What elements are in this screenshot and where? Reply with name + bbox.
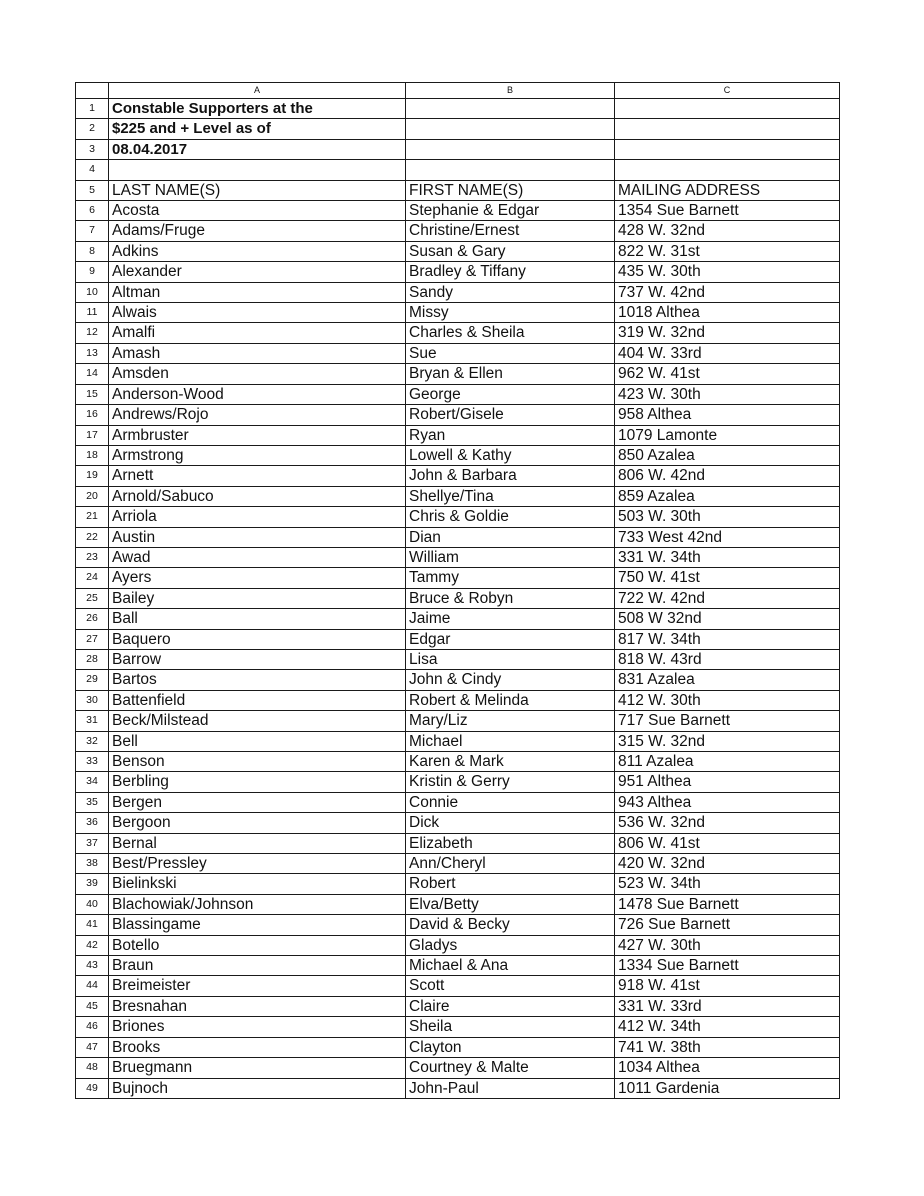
table-row (76, 731, 840, 751)
cell-mailing-address: 404 W. 33rd (615, 343, 840, 363)
cell-mailing-address: 420 W. 32nd (615, 854, 840, 874)
table-row (76, 323, 840, 343)
cell-first-name: John-Paul (406, 1078, 615, 1098)
cell-first-name: Gladys (406, 935, 615, 955)
row-number: 12 (76, 323, 109, 343)
cell-last-name: Beck/Milstead (109, 711, 406, 731)
row-number: 41 (76, 915, 109, 935)
cell-first-name: John & Barbara (406, 466, 615, 486)
cell-mailing-address: 951 Althea (615, 772, 840, 792)
cell-last-name: Best/Pressley (109, 854, 406, 874)
row-number: 10 (76, 282, 109, 302)
table-row (76, 466, 840, 486)
table-row (76, 343, 840, 363)
cell-first-name (406, 160, 615, 180)
row-number: 8 (76, 241, 109, 261)
table-row (76, 813, 840, 833)
table-row (76, 1078, 840, 1098)
cell-first-name: Lowell & Kathy (406, 445, 615, 465)
cell-last-name: Amalfi (109, 323, 406, 343)
cell-mailing-address: 806 W. 41st (615, 833, 840, 853)
table-row (76, 874, 840, 894)
cell-first-name: Susan & Gary (406, 241, 615, 261)
row-number: 3 (76, 139, 109, 159)
cell-first-name: Jaime (406, 609, 615, 629)
cell-last-name: Awad (109, 547, 406, 567)
cell-last-name: Arnold/Sabuco (109, 486, 406, 506)
table-row (76, 303, 840, 323)
cell-last-name: Acosta (109, 201, 406, 221)
cell-last-name: LAST NAME(S) (109, 180, 406, 200)
table-row (76, 180, 840, 200)
row-number: 22 (76, 527, 109, 547)
cell-last-name: Austin (109, 527, 406, 547)
row-number: 49 (76, 1078, 109, 1098)
cell-first-name: Tammy (406, 568, 615, 588)
cell-mailing-address: 1354 Sue Barnett (615, 201, 840, 221)
row-number: 34 (76, 772, 109, 792)
cell-mailing-address: 717 Sue Barnett (615, 711, 840, 731)
row-number: 16 (76, 405, 109, 425)
table-row (76, 547, 840, 567)
cell-first-name: Elizabeth (406, 833, 615, 853)
cell-first-name: Clayton (406, 1037, 615, 1057)
cell-last-name: Blachowiak/Johnson (109, 894, 406, 914)
cell-mailing-address: 523 W. 34th (615, 874, 840, 894)
cell-mailing-address: 737 W. 42nd (615, 282, 840, 302)
table-row (76, 609, 840, 629)
table-row (76, 568, 840, 588)
row-number: 37 (76, 833, 109, 853)
cell-first-name (406, 119, 615, 139)
table-row (76, 119, 840, 139)
cell-first-name: Elva/Betty (406, 894, 615, 914)
cell-first-name: Courtney & Malte (406, 1058, 615, 1078)
table-row (76, 221, 840, 241)
row-number: 23 (76, 547, 109, 567)
row-number: 32 (76, 731, 109, 751)
row-number: 9 (76, 262, 109, 282)
cell-last-name: Bergen (109, 792, 406, 812)
column-header-row (76, 83, 840, 99)
corner-cell (76, 83, 109, 99)
row-number: 27 (76, 629, 109, 649)
cell-first-name: Michael & Ana (406, 956, 615, 976)
cell-first-name: Ryan (406, 425, 615, 445)
cell-first-name: Dian (406, 527, 615, 547)
row-number: 11 (76, 303, 109, 323)
row-number: 4 (76, 160, 109, 180)
cell-first-name: William (406, 547, 615, 567)
cell-last-name: Bielinkski (109, 874, 406, 894)
cell-mailing-address: 1034 Althea (615, 1058, 840, 1078)
row-number: 6 (76, 201, 109, 221)
row-number: 21 (76, 507, 109, 527)
table-row (76, 690, 840, 710)
row-number: 33 (76, 752, 109, 772)
cell-first-name: Scott (406, 976, 615, 996)
cell-first-name: Dick (406, 813, 615, 833)
cell-mailing-address: 435 W. 30th (615, 262, 840, 282)
row-number: 14 (76, 364, 109, 384)
row-number: 48 (76, 1058, 109, 1078)
table-row (76, 935, 840, 955)
cell-first-name: Charles & Sheila (406, 323, 615, 343)
cell-mailing-address: 412 W. 34th (615, 1017, 840, 1037)
table-row (76, 425, 840, 445)
cell-first-name: Bryan & Ellen (406, 364, 615, 384)
cell-first-name: John & Cindy (406, 670, 615, 690)
row-number: 15 (76, 384, 109, 404)
cell-last-name: Bartos (109, 670, 406, 690)
cell-first-name: Robert & Melinda (406, 690, 615, 710)
cell-mailing-address: 1334 Sue Barnett (615, 956, 840, 976)
table-row (76, 507, 840, 527)
row-number: 28 (76, 649, 109, 669)
cell-last-name: Ayers (109, 568, 406, 588)
cell-last-name: Bernal (109, 833, 406, 853)
cell-mailing-address: 1011 Gardenia (615, 1078, 840, 1098)
cell-mailing-address: 741 W. 38th (615, 1037, 840, 1057)
cell-mailing-address (615, 99, 840, 119)
cell-mailing-address: 427 W. 30th (615, 935, 840, 955)
column-header-c: C (615, 83, 840, 99)
cell-last-name: Alwais (109, 303, 406, 323)
cell-mailing-address: 750 W. 41st (615, 568, 840, 588)
row-number: 36 (76, 813, 109, 833)
row-number: 46 (76, 1017, 109, 1037)
cell-last-name (109, 160, 406, 180)
table-row (76, 1058, 840, 1078)
row-number: 2 (76, 119, 109, 139)
cell-mailing-address: 726 Sue Barnett (615, 915, 840, 935)
cell-mailing-address: 423 W. 30th (615, 384, 840, 404)
row-number: 43 (76, 956, 109, 976)
cell-last-name: Briones (109, 1017, 406, 1037)
table-row (76, 364, 840, 384)
row-number: 7 (76, 221, 109, 241)
row-number: 26 (76, 609, 109, 629)
cell-mailing-address: 831 Azalea (615, 670, 840, 690)
cell-mailing-address: 508 W 32nd (615, 609, 840, 629)
table-row (76, 996, 840, 1016)
cell-mailing-address: 811 Azalea (615, 752, 840, 772)
cell-last-name: Berbling (109, 772, 406, 792)
cell-first-name: Karen & Mark (406, 752, 615, 772)
cell-mailing-address: 1478 Sue Barnett (615, 894, 840, 914)
column-header-a: A (109, 83, 406, 99)
table-row (76, 486, 840, 506)
cell-last-name: Botello (109, 935, 406, 955)
cell-mailing-address: 331 W. 33rd (615, 996, 840, 1016)
table-row (76, 792, 840, 812)
cell-first-name: George (406, 384, 615, 404)
cell-last-name: $225 and + Level as of (109, 119, 406, 139)
cell-first-name: Shellye/Tina (406, 486, 615, 506)
cell-mailing-address: 943 Althea (615, 792, 840, 812)
cell-last-name: Braun (109, 956, 406, 976)
row-number: 42 (76, 935, 109, 955)
cell-mailing-address: 1079 Lamonte (615, 425, 840, 445)
cell-last-name: Armstrong (109, 445, 406, 465)
cell-last-name: Bujnoch (109, 1078, 406, 1098)
cell-first-name: Stephanie & Edgar (406, 201, 615, 221)
table-row (76, 915, 840, 935)
cell-first-name: Edgar (406, 629, 615, 649)
column-header-b: B (406, 83, 615, 99)
cell-last-name: Breimeister (109, 976, 406, 996)
cell-last-name: Blassingame (109, 915, 406, 935)
sheet-body (76, 99, 840, 1099)
table-row (76, 527, 840, 547)
cell-last-name: Altman (109, 282, 406, 302)
table-row (76, 201, 840, 221)
row-number: 45 (76, 996, 109, 1016)
row-number: 29 (76, 670, 109, 690)
table-row (76, 99, 840, 119)
cell-first-name: Connie (406, 792, 615, 812)
cell-last-name: Amash (109, 343, 406, 363)
table-row (76, 445, 840, 465)
cell-mailing-address (615, 160, 840, 180)
cell-last-name: Baquero (109, 629, 406, 649)
cell-last-name: Adkins (109, 241, 406, 261)
cell-mailing-address (615, 139, 840, 159)
cell-first-name (406, 99, 615, 119)
cell-first-name: Christine/Ernest (406, 221, 615, 241)
cell-first-name: Robert (406, 874, 615, 894)
cell-mailing-address: 315 W. 32nd (615, 731, 840, 751)
row-number: 5 (76, 180, 109, 200)
table-row (76, 894, 840, 914)
cell-last-name: Bresnahan (109, 996, 406, 1016)
row-number: 44 (76, 976, 109, 996)
cell-first-name: Ann/Cheryl (406, 854, 615, 874)
cell-last-name: 08.04.2017 (109, 139, 406, 159)
cell-mailing-address: 1018 Althea (615, 303, 840, 323)
cell-mailing-address: 319 W. 32nd (615, 323, 840, 343)
cell-last-name: Adams/Fruge (109, 221, 406, 241)
cell-last-name: Andrews/Rojo (109, 405, 406, 425)
cell-first-name: Sheila (406, 1017, 615, 1037)
row-number: 19 (76, 466, 109, 486)
spreadsheet-table (75, 82, 840, 1099)
cell-mailing-address: 958 Althea (615, 405, 840, 425)
cell-mailing-address: 331 W. 34th (615, 547, 840, 567)
cell-first-name: Sue (406, 343, 615, 363)
row-number: 39 (76, 874, 109, 894)
cell-first-name: Bruce & Robyn (406, 588, 615, 608)
cell-first-name: Mary/Liz (406, 711, 615, 731)
cell-last-name: Bell (109, 731, 406, 751)
cell-last-name: Ball (109, 609, 406, 629)
cell-first-name: Sandy (406, 282, 615, 302)
cell-last-name: Armbruster (109, 425, 406, 445)
table-row (76, 854, 840, 874)
table-row (76, 976, 840, 996)
cell-mailing-address: 733 West 42nd (615, 527, 840, 547)
cell-first-name: Claire (406, 996, 615, 1016)
cell-first-name: Bradley & Tiffany (406, 262, 615, 282)
cell-last-name: Alexander (109, 262, 406, 282)
cell-mailing-address: MAILING ADDRESS (615, 180, 840, 200)
cell-mailing-address: 722 W. 42nd (615, 588, 840, 608)
cell-last-name: Arriola (109, 507, 406, 527)
cell-mailing-address: 962 W. 41st (615, 364, 840, 384)
row-number: 17 (76, 425, 109, 445)
cell-mailing-address: 503 W. 30th (615, 507, 840, 527)
cell-first-name: FIRST NAME(S) (406, 180, 615, 200)
cell-mailing-address: 850 Azalea (615, 445, 840, 465)
row-number: 31 (76, 711, 109, 731)
cell-mailing-address: 428 W. 32nd (615, 221, 840, 241)
table-row (76, 670, 840, 690)
table-row (76, 711, 840, 731)
table-row (76, 956, 840, 976)
row-number: 38 (76, 854, 109, 874)
row-number: 24 (76, 568, 109, 588)
table-row (76, 1037, 840, 1057)
cell-last-name: Benson (109, 752, 406, 772)
cell-first-name: Chris & Goldie (406, 507, 615, 527)
cell-last-name: Constable Supporters at the (109, 99, 406, 119)
cell-last-name: Battenfield (109, 690, 406, 710)
cell-mailing-address: 918 W. 41st (615, 976, 840, 996)
table-row (76, 160, 840, 180)
cell-last-name: Bruegmann (109, 1058, 406, 1078)
cell-mailing-address: 859 Azalea (615, 486, 840, 506)
cell-mailing-address: 817 W. 34th (615, 629, 840, 649)
cell-mailing-address: 806 W. 42nd (615, 466, 840, 486)
row-number: 18 (76, 445, 109, 465)
cell-mailing-address: 818 W. 43rd (615, 649, 840, 669)
cell-last-name: Barrow (109, 649, 406, 669)
table-row (76, 772, 840, 792)
table-row (76, 629, 840, 649)
cell-first-name: Robert/Gisele (406, 405, 615, 425)
table-row (76, 1017, 840, 1037)
cell-first-name: Michael (406, 731, 615, 751)
table-row (76, 241, 840, 261)
row-number: 40 (76, 894, 109, 914)
cell-last-name: Anderson-Wood (109, 384, 406, 404)
row-number: 35 (76, 792, 109, 812)
cell-first-name: Kristin & Gerry (406, 772, 615, 792)
row-number: 13 (76, 343, 109, 363)
cell-last-name: Brooks (109, 1037, 406, 1057)
table-row (76, 588, 840, 608)
table-row (76, 262, 840, 282)
cell-first-name: David & Becky (406, 915, 615, 935)
cell-first-name: Missy (406, 303, 615, 323)
row-number: 30 (76, 690, 109, 710)
row-number: 20 (76, 486, 109, 506)
cell-last-name: Bailey (109, 588, 406, 608)
table-row (76, 649, 840, 669)
cell-last-name: Amsden (109, 364, 406, 384)
table-row (76, 752, 840, 772)
table-row (76, 384, 840, 404)
table-row (76, 833, 840, 853)
table-row (76, 282, 840, 302)
cell-last-name: Arnett (109, 466, 406, 486)
cell-mailing-address (615, 119, 840, 139)
row-number: 25 (76, 588, 109, 608)
table-row (76, 405, 840, 425)
cell-mailing-address: 412 W. 30th (615, 690, 840, 710)
table-row (76, 139, 840, 159)
cell-first-name (406, 139, 615, 159)
cell-mailing-address: 822 W. 31st (615, 241, 840, 261)
row-number: 47 (76, 1037, 109, 1057)
cell-last-name: Bergoon (109, 813, 406, 833)
row-number: 1 (76, 99, 109, 119)
cell-mailing-address: 536 W. 32nd (615, 813, 840, 833)
cell-first-name: Lisa (406, 649, 615, 669)
